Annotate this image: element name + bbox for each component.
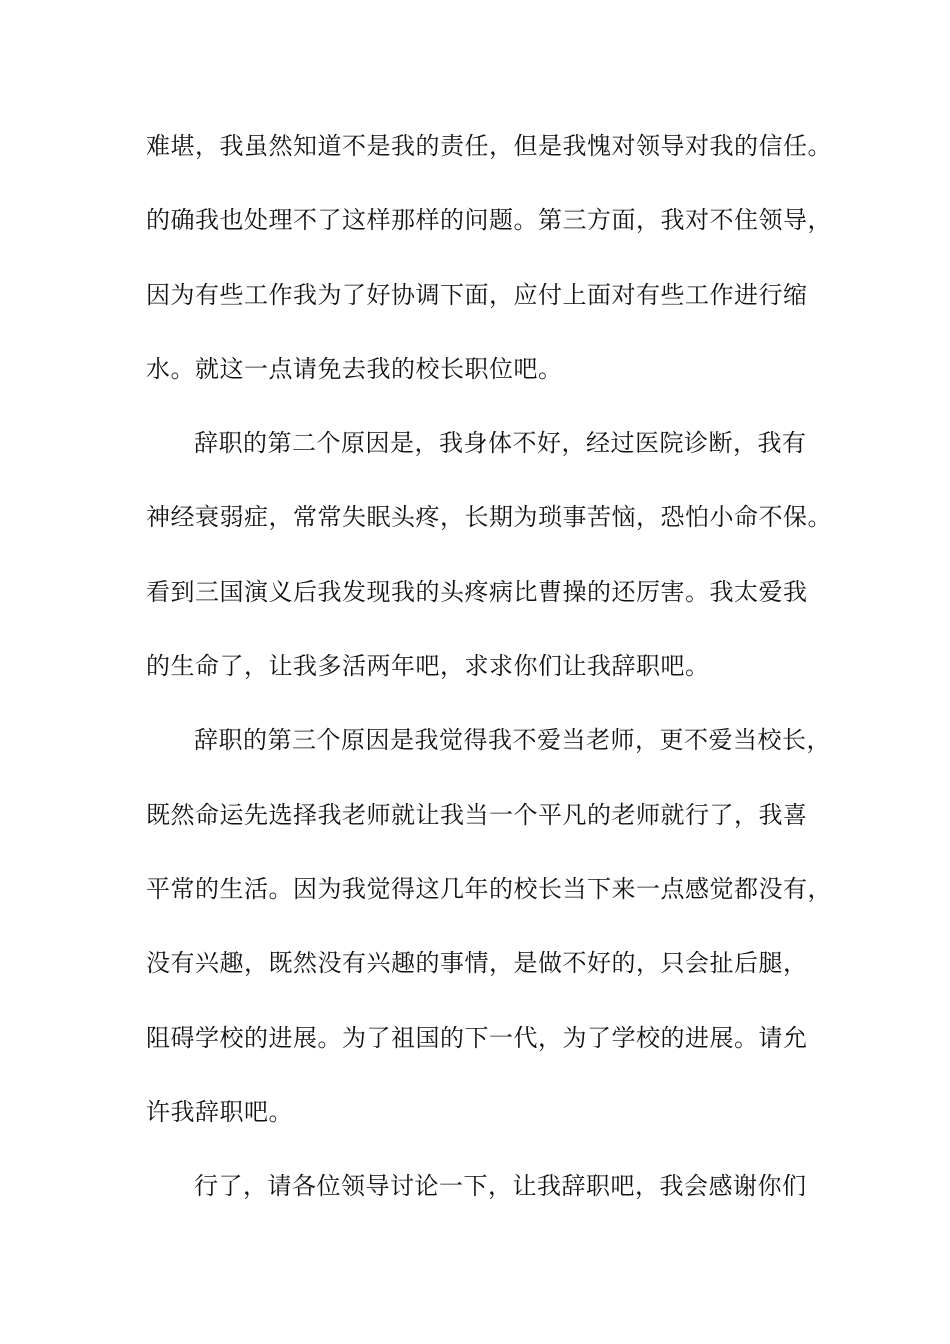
text-line: 平常的生活。因为我觉得这几年的校长当下来一点感觉都没有， xyxy=(146,874,832,903)
text-line: 看到三国演义后我发现我的头疼病比曹操的还厉害。我太爱我 xyxy=(146,577,808,606)
text-line: 难堪，我虽然知道不是我的责任，但是我愧对领导对我的信任。 xyxy=(146,132,832,160)
paragraph-first-line: 辞职的第二个原因是，我身体不好，经过医院诊断，我有 xyxy=(194,429,807,458)
text-line: 水。就这一点请免去我的校长职位吧。 xyxy=(146,354,563,383)
text-line: 的确我也处理不了这样那样的问题。第三方面，我对不住领导， xyxy=(146,206,832,235)
text-line: 神经衰弱症，常常失眠头疼，长期为琐事苦恼，恐怕小命不保。 xyxy=(146,503,832,532)
text-line: 许我辞职吧。 xyxy=(146,1097,293,1126)
text-line: 因为有些工作我为了好协调下面，应付上面对有些工作进行缩 xyxy=(146,280,808,309)
text-line: 阻碍学校的进展。为了祖国的下一代，为了学校的进展。请允 xyxy=(146,1023,808,1052)
body-text xyxy=(146,126,836,1240)
paragraph-first-line: 行了，请各位领导讨论一下，让我辞职吧，我会感谢你们 xyxy=(194,1172,807,1201)
text-line: 没有兴趣，既然没有兴趣的事情，是做不好的，只会扯后腿， xyxy=(146,949,808,978)
text-line: 的生命了，让我多活两年吧，求求你们让我辞职吧。 xyxy=(146,652,710,681)
paragraph-first-line: 辞职的第三个原因是我觉得我不爱当老师，更不爱当校长， xyxy=(194,726,831,755)
text-line: 既然命运先选择我老师就让我当一个平凡的老师就行了，我喜 xyxy=(146,800,808,829)
